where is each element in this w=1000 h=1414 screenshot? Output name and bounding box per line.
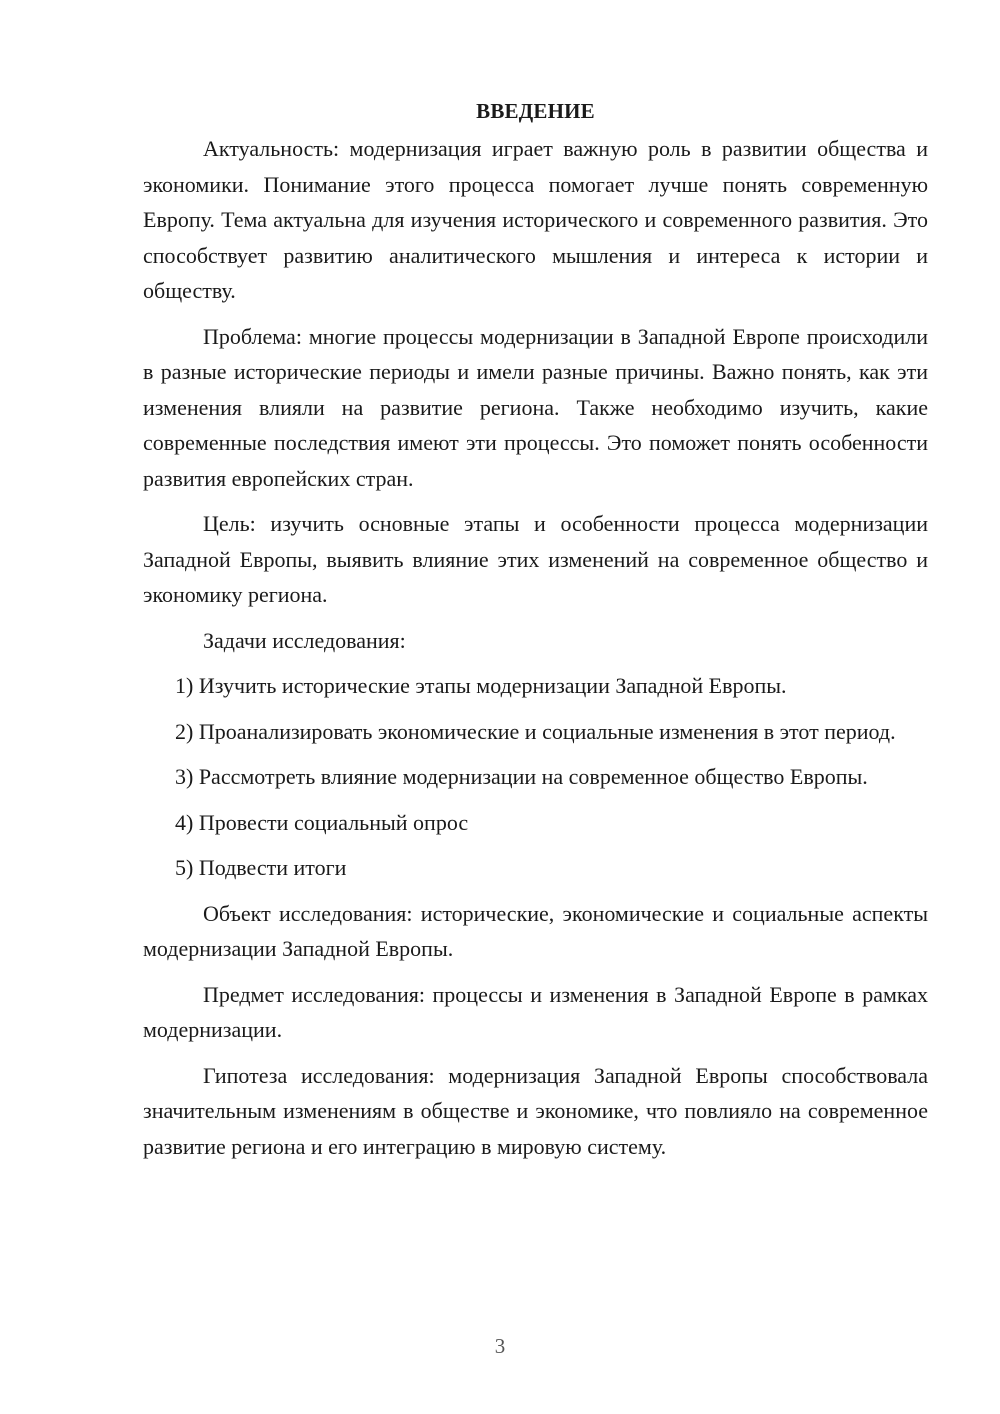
tasks-heading: Задачи исследования:: [203, 627, 406, 653]
document-page: [143, 96, 928, 1174]
task-item: 2) Проанализировать экономические и социальные изменения в этот период.: [175, 718, 896, 744]
task-item: 1) Изучить исторические этапы модернизации Западной Европы.: [175, 673, 787, 698]
goal-paragraph: Цель: изучить основные этапы и особенности процесса модернизации Западной Европы, выявить влияние этих изменений на современное общество и экономику региона.: [143, 511, 928, 607]
subject-paragraph: Предмет исследования: процессы и изменения в Западной Европе в рамках модернизации.: [143, 981, 928, 1042]
object-paragraph: Объект исследования: исторические, экономические и социальные аспекты модернизации Западной Европы.: [143, 900, 928, 961]
section-title: ВВЕДЕНИЕ: [476, 99, 595, 123]
hypothesis-paragraph: Гипотеза исследования: модернизация Западной Европы способствовала значительным изменениям в обществе и экономике, что повлияло на современное развитие региона и его интеграцию в мировую систему.: [143, 1062, 928, 1159]
problem-paragraph: Проблема: многие процессы модернизации в Западной Европе происходили в разные исторические периоды и имели разные причины. Важно понять, как эти изменения влияли на развитие региона. Также необходимо изучить, какие современные последствия имеют эти процессы. Это поможет понять особенности развития европейских стран.: [143, 323, 928, 491]
task-item: 3) Рассмотреть влияние модернизации на современное общество Европы.: [175, 764, 868, 789]
task-item: 4) Провести социальный опрос: [175, 809, 469, 835]
relevance-paragraph: Актуальность: модернизация играет важную роль в развитии общества и экономики. Понимание этого процесса помогает лучше понять современную Европу. Тема актуальна для изучения исторического и современного развития. Это способствует развитию аналитического мышления и интереса к истории и обществу.: [143, 136, 928, 303]
task-item: 5) Подвести итоги: [175, 855, 347, 880]
page-number: 3: [494, 1334, 506, 1358]
